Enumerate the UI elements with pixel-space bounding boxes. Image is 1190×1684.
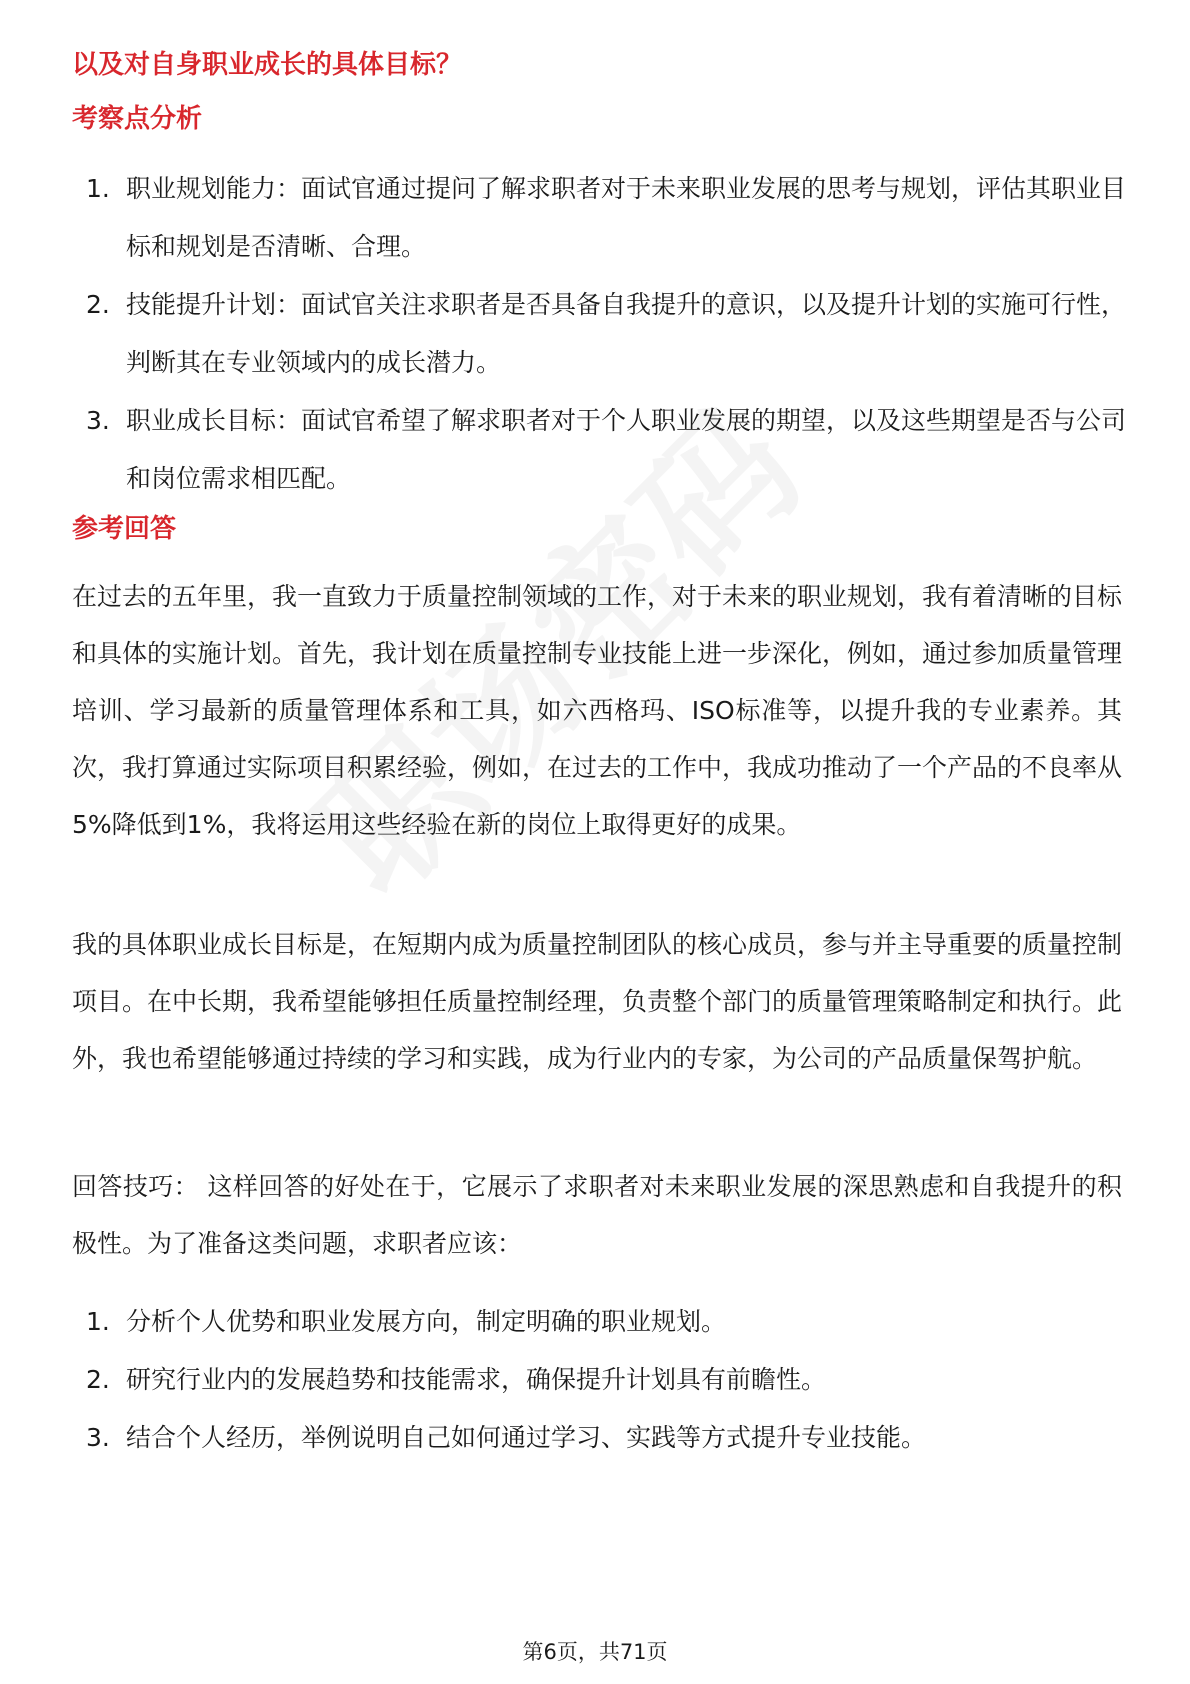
answer-paragraph: 在过去的五年里，我一直致力于质量控制领域的工作，对于未来的职业规划，我有着清晰的目标和具体的实施计划。首先，我计划在质量控制专业技能上进一步深化，例如，通过参加质量管理培训、学习最新的质量管理体系和工具，如六西格玛、ISO标准等，以提升我的专业素养。其次，我打算通过实际项目积累经验，例如，在过去的工作中，我成功推动了一个产品的不良率从5%降低到1%，我将运用这些经验在新的岗位上取得更好的成果。 [72, 582, 1123, 839]
answer-paragraph: 我的具体职业成长目标是，在短期内成为质量控制团队的核心成员，参与并主导重要的质量控制项目。在中长期，我希望能够担任质量控制经理，负责整个部门的质量管理策略制定和执行。此外，我也希望能够通过持续的学习和实践，成为行业内的专家，为公司的产品质量保驾护航。 [72, 930, 1123, 1073]
list-item-number: 3. [86, 406, 110, 435]
list-item [86, 1409, 1126, 1467]
list-item [86, 160, 1126, 276]
answer-heading: 参考回答 [72, 514, 177, 544]
analysis-heading: 考察点分析 [72, 104, 203, 134]
list-item-number: 3. [86, 1423, 110, 1452]
list-item-text: 研究行业内的发展趋势和技能需求，确保提升计划具有前瞻性。 [126, 1365, 827, 1394]
page-number: 第6页，共71页 [522, 1640, 668, 1664]
list-item [86, 392, 1126, 508]
list-item-text: 结合个人经历，举例说明自己如何通过学习、实践等方式提升专业技能。 [126, 1423, 927, 1452]
analysis-list [86, 160, 1126, 508]
list-item [86, 276, 1126, 392]
list-item-text: 职业成长目标：面试官希望了解求职者对于个人职业发展的期望，以及这些期望是否与公司和岗位需求相匹配。 [126, 406, 1127, 493]
list-item-text: 职业规划能力：面试官通过提问了解求职者对于未来职业发展的思考与规划，评估其职业目标和规划是否清晰、合理。 [126, 174, 1127, 261]
question-tail: 以及对自身职业成长的具体目标？ [72, 50, 463, 80]
answer-tips-intro: 回答技巧： 这样回答的好处在于，它展示了求职者对未来职业发展的深思熟虑和自我提升的积极性。为了准备这类问题，求职者应该： [72, 1172, 1122, 1258]
list-item-number: 1. [86, 174, 110, 203]
list-item-number: 2. [86, 290, 110, 319]
list-item-number: 1. [86, 1307, 110, 1336]
list-item-number: 2. [86, 1365, 110, 1394]
list-item-text: 技能提升计划：面试官关注求职者是否具备自我提升的意识，以及提升计划的实施可行性，判断其在专业领域内的成长潜力。 [126, 290, 1127, 377]
list-item [86, 1293, 1126, 1351]
list-item [86, 1351, 1126, 1409]
list-item-text: 分析个人优势和职业发展方向，制定明确的职业规划。 [126, 1307, 727, 1336]
tips-list [86, 1293, 1126, 1467]
